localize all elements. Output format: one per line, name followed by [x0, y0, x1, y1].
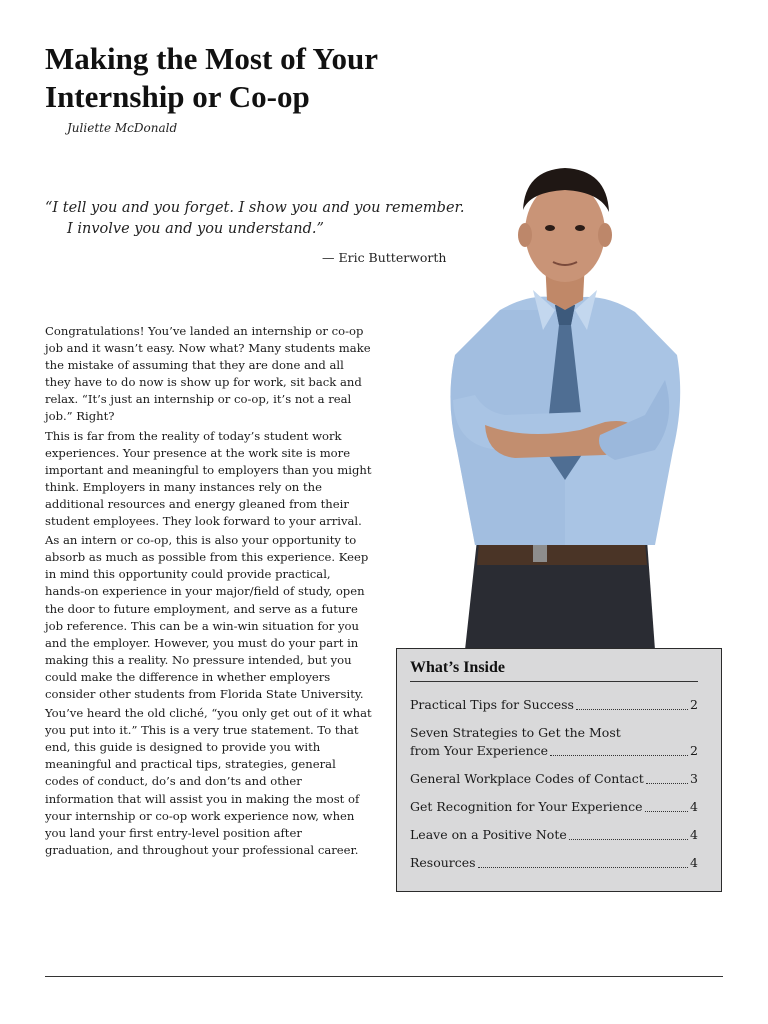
- footer-divider: [45, 976, 723, 977]
- toc-leader: [645, 810, 689, 812]
- article-title: [45, 40, 465, 116]
- toc-item-recognition[interactable]: [410, 798, 698, 816]
- toc-leader: [569, 838, 688, 840]
- young-man-photo: [415, 150, 705, 650]
- toc-page-number: 2: [690, 743, 698, 758]
- epigraph-quote: [45, 198, 465, 240]
- toc-page-number: 4: [690, 799, 698, 814]
- paragraph: As an intern or co-op, this is also your opportunity to absorb as much as possible from this experience. Keep in mind this opportunity could provide practical, hands-on experience in your major/field of study, open the door to future employment, and serve as a future job reference. This can be a win-win situation for you and the employer. However, you must do your part in making this a reality. No pressure intended, but you could make the difference in whether employers consider other students from Florida State University.: [45, 533, 369, 701]
- article-body: [45, 323, 373, 861]
- title-line-2: Internship or Co-op: [45, 79, 310, 114]
- title-line-1: Making the Most of Your: [45, 41, 378, 76]
- toc-item-label: from Your Experience: [410, 743, 549, 758]
- toc-leader: [576, 708, 688, 710]
- toc-page-number: 4: [690, 827, 698, 842]
- toc-item-practical-tips[interactable]: [410, 696, 698, 714]
- toc-item-label: Resources: [410, 855, 476, 870]
- paragraph: Congratulations! You’ve landed an internship or co-op job and it wasn’t easy. Now what? Many students make the mistake of assuming that they are done and all they have to do now is show up for work, sit back and relax. “It’s just an internship or co-op, it’s not a real job.” Right?: [45, 324, 371, 424]
- toc-item-label: General Workplace Codes of Contact: [410, 771, 644, 786]
- toc-item-label: Leave on a Positive Note: [410, 827, 567, 842]
- toc-heading: What’s Inside: [410, 659, 698, 682]
- toc-item-label: Get Recognition for Your Experience: [410, 799, 643, 814]
- whats-inside-box: [396, 648, 722, 892]
- paragraph: You’ve heard the old cliché, “you only get out of it what you put into it.” This is a very true statement. To that end, this guide is designed to provide you with meaningful and practical tips, strategies, general codes of conduct, do’s and don’ts and other information that will assist you in making the most of your internship or co-op work experience now, when you land your first entry-level position after graduation, and throughout your professional career.: [45, 706, 372, 857]
- toc-leader: [478, 866, 688, 868]
- paragraph: This is far from the reality of today’s student work experiences. Your presence at the work site is more important and meaningful to employers than you might think. Employers in many instances rely on the additional resources and energy gleaned from their student employees. They look forward to your arrival.: [45, 428, 372, 529]
- quote-line-1: “I tell you and you forget. I show you and you remember.: [45, 200, 465, 216]
- toc-leader: [550, 754, 688, 756]
- toc-item-label: Seven Strategies to Get the Most: [410, 725, 621, 740]
- author-name: Juliette McDonald: [67, 121, 178, 135]
- toc-item-codes-of-contact[interactable]: [410, 770, 698, 788]
- toc-item-label: Practical Tips for Success: [410, 697, 574, 712]
- toc-page-number: 3: [690, 771, 698, 786]
- toc-item-seven-strategies[interactable]: [410, 724, 698, 760]
- toc-page-number: 2: [690, 697, 698, 712]
- toc-item-positive-note[interactable]: [410, 826, 698, 844]
- toc-page-number: 4: [690, 855, 698, 870]
- toc-item-resources[interactable]: [410, 854, 698, 872]
- quote-line-2: I involve you and you understand.”: [67, 221, 324, 237]
- toc-leader: [646, 782, 688, 784]
- quote-attribution: — Eric Butterworth: [322, 250, 447, 265]
